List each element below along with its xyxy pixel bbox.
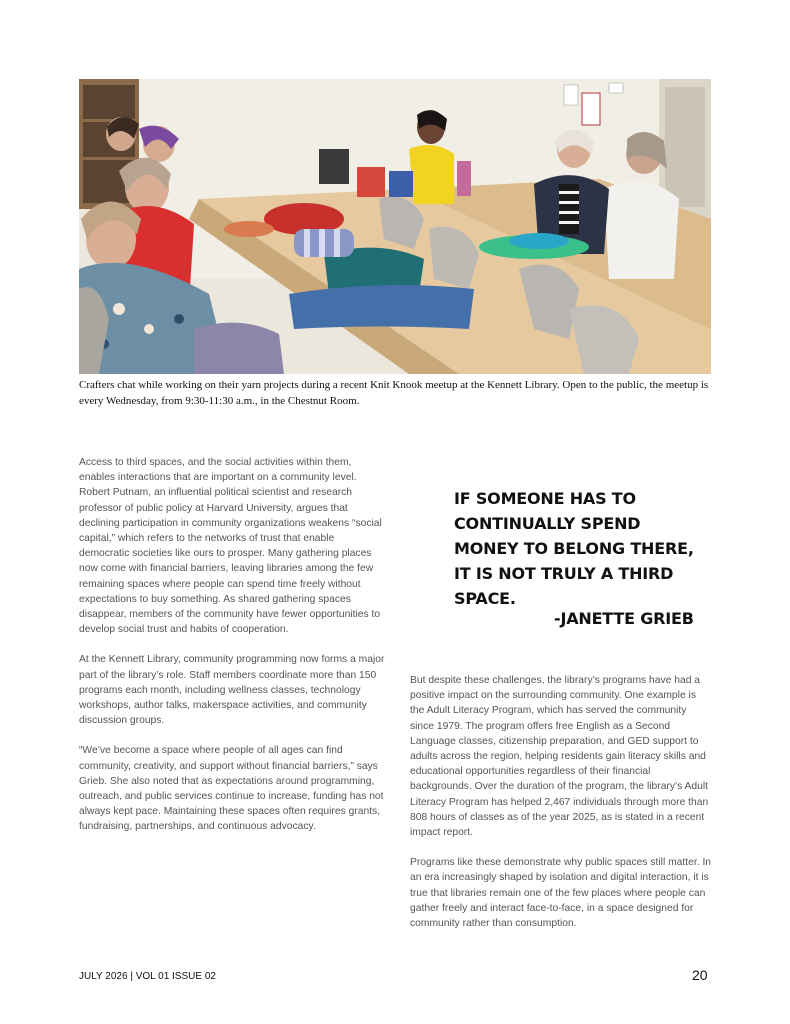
issue-footer: JULY 2026 | VOL 01 ISSUE 02	[79, 971, 216, 982]
left-paragraph-1: Access to third spaces, and the social activities within them, enables interactions that are important on a community level. Robert Putnam, an influential political scientist and research professor of public policy at Harvard University, argues that declining participation in community organizations weakens “social capital,” which refers to the networks of trust that enable democratic societies like ours to prosper. Many gathering places now come with financial barriers, leaving libraries among the few remaining spaces where people can spend time freely without expectations to buy something. As shared gathering spaces disappear, members of the community have fewer opportunities to develop social trust and habits of cooperation.	[79, 457, 382, 636]
right-paragraph-2: Programs like these demonstrate why public spaces still matter. In an era increasingly shaped by isolation and digital interaction, it is true that libraries remain one of the few places where people can gather freely and interact face-to-face, in a space designed for community rather than consumption.	[410, 857, 712, 930]
knit-group-photo	[79, 79, 711, 374]
pull-quote-author: -JANETTE GRIEB	[554, 609, 694, 628]
page-number: 20	[692, 967, 708, 983]
left-column	[79, 455, 385, 850]
photo-knit-group-icon	[79, 79, 711, 374]
photo-caption: Crafters chat while working on their yarn projects during a recent Knit Knook meetup at the Kennett Library. Open to the public, the meetup is every Wednesday, from 9:30-11:30 a.m., in the Chestnut Room.	[79, 379, 709, 407]
pull-quote-text: IF SOMEONE HAS TO CONTINUALLY SPEND MONEY TO BELONG THERE, IT IS NOT TRULY A THIRD SPACE.	[454, 489, 694, 608]
pull-quote	[454, 486, 704, 611]
left-paragraph-3: “We’ve become a space where people of all ages can find community, creativity, and support without financial barriers,” says Grieb. She also noted that as expectations around programming, outreach, and public services continue to increase, funding has not always kept pace. Maintaining these spaces often requires grants, fundraising, partnerships, and continuous advocacy.	[79, 745, 384, 833]
right-paragraph-1: But despite these challenges, the library’s programs have had a positive impact on the surrounding community. One example is the Adult Literacy Program, which has served the community since 1979. The program offers free English as a Second Language classes, citizenship preparation, and GED support to adults across the region, helping residents gain literacy skills and educational opportunities regardless of their financial backgrounds. Over the duration of the program, the library’s Adult Literacy Program has helped 2,467 individuals through more than 808 hours of classes as of the year 2025, as is stated in a recent impact report.	[410, 675, 709, 839]
right-column	[410, 673, 712, 946]
left-paragraph-2: At the Kennett Library, community programming now forms a major part of the library’s role. Staff members coordinate more than 150 programs each month, including wellness classes, technology workshops, author talks, makerspace activities, and community discussion groups.	[79, 654, 385, 727]
